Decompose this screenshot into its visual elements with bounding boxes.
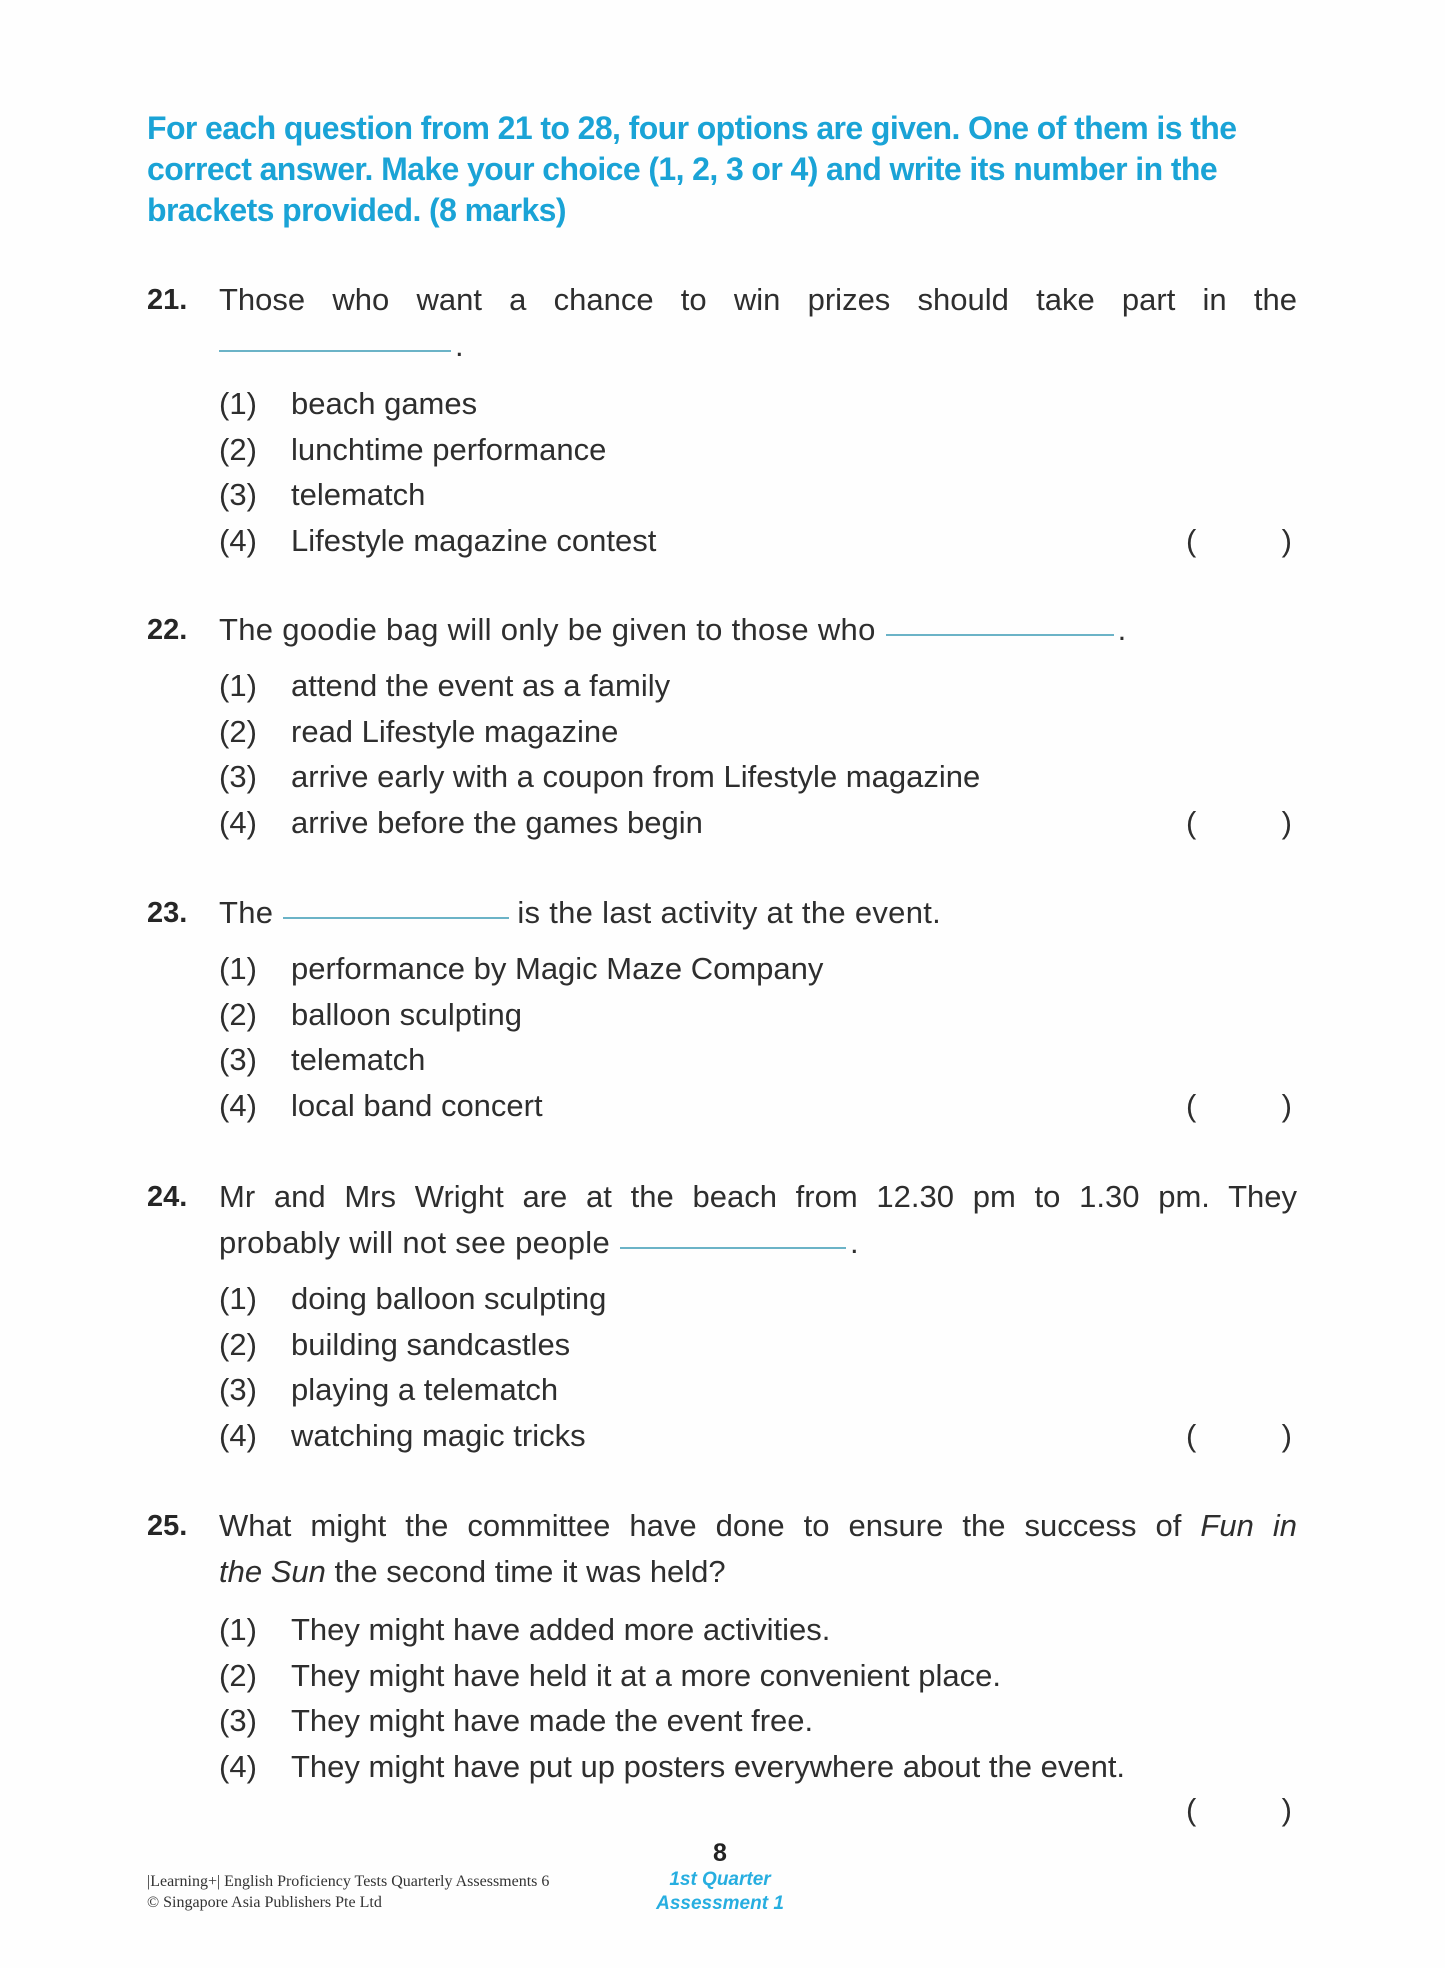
answer-slot[interactable] [1196,1413,1281,1459]
option-text: telematch [291,477,426,512]
stem-line-2 [219,1549,1297,1595]
option-1 [219,381,1297,427]
option-number: (4) [219,804,257,840]
question-number: 25. [147,1510,188,1542]
answer-bracket[interactable] [1186,518,1292,564]
question-23 [147,890,1297,1128]
option-text: arrive early with a coupon from Lifestyle magazine [291,759,981,794]
question-24 [147,1174,1297,1458]
option-2 [219,1653,1297,1699]
bracket-close: ) [1281,522,1292,558]
stem-punctuation: . [1117,612,1127,647]
answer-slot[interactable] [1196,800,1281,846]
option-number: (2) [219,996,257,1032]
question-number: 24. [147,1181,188,1213]
question-stem [147,1503,1297,1595]
question-stem [147,1174,1297,1266]
option-number: (2) [219,713,257,749]
assessment-label: Assessment 1 [656,1893,784,1914]
option-text: They might have made the event free. [291,1703,814,1738]
answer-bracket[interactable] [1186,1083,1292,1129]
stem-line-2 [219,323,1297,369]
option-number: (4) [219,1748,257,1784]
question-stem [147,607,1297,653]
copyright: © Singapore Asia Publishers Pte Ltd [147,1894,382,1911]
option-number: (2) [219,1657,257,1693]
answer-blank [283,917,509,919]
option-number: (1) [219,1612,257,1647]
option-text: lunchtime performance [291,431,607,467]
option-text: read Lifestyle magazine [291,713,619,749]
answer-bracket[interactable] [1186,800,1292,846]
option-text: They might have added more activities. [291,1612,831,1647]
event-name-italic: the Sun [219,1554,326,1589]
answer-bracket[interactable] [1186,1787,1292,1833]
book-title: |Learning+| English Proficiency Tests Quarterly Assessments 6 [147,1873,550,1890]
option-4 [219,1413,1297,1459]
stem-text-after: is the last activity at the event. [517,895,942,930]
bracket-open: ( [1186,1087,1197,1123]
option-1 [219,946,1297,992]
bracket-open: ( [1186,1417,1197,1453]
option-text: attend the event as a family [291,668,671,703]
page-number: 8 [713,1839,727,1867]
answer-slot[interactable] [1196,518,1281,564]
option-number: (3) [219,1372,257,1407]
footer-publisher [147,1871,549,1913]
option-text: local band concert [291,1087,543,1123]
question-stem [147,890,1297,936]
answer-blank [886,634,1114,636]
question-number: 21. [147,284,188,316]
stem-text: The goodie bag will only be given to those who [219,612,876,647]
option-number: (3) [219,1042,257,1077]
option-text: They might have put up posters everywhere about the event. [291,1748,1126,1784]
option-4 [219,1083,1297,1129]
quarter-label: 1st Quarter [669,1869,771,1890]
stem-text: Those who want a chance to win prizes should take part in the [219,282,1297,317]
option-text: doing balloon sculpting [291,1281,607,1316]
option-1 [219,1607,1297,1653]
option-4 [219,800,1297,846]
option-2 [219,1322,1297,1368]
option-3 [219,1698,1297,1744]
bracket-close: ) [1281,1417,1292,1453]
question-22 [147,607,1297,845]
option-number: (1) [219,1281,257,1316]
stem-text-before: The [219,895,274,930]
stem-text-line-1: Mr and Mrs Wright are at the beach from 12.30 pm to 1.30 pm. They [219,1179,1297,1214]
option-1 [219,1276,1297,1322]
options-list [147,663,1297,845]
option-1 [219,663,1297,709]
option-number: (2) [219,431,257,467]
bracket-close: ) [1281,804,1292,840]
option-text: watching magic tricks [291,1417,586,1453]
stem-text-line-1 [219,1503,1297,1549]
options-list [147,1607,1297,1789]
option-text: balloon sculpting [291,996,522,1032]
question-stem [147,277,1297,369]
option-number: (1) [219,386,257,421]
stem-line-2 [219,1220,1297,1266]
option-number: (4) [219,1087,257,1123]
stem-text: the second time it was held? [334,1554,726,1589]
stem-punctuation: . [455,328,464,363]
option-number: (1) [219,951,257,986]
option-text: beach games [291,386,478,421]
stem-text: What might the committee have done to ensure the success of [219,1508,1182,1543]
option-number: (4) [219,1417,257,1453]
option-3 [219,754,1297,800]
option-number: (4) [219,522,257,558]
option-text: Lifestyle magazine contest [291,522,657,558]
option-4 [219,1744,1297,1790]
option-number: (3) [219,477,257,512]
options-list [147,1276,1297,1458]
option-2 [219,992,1297,1038]
bracket-open: ( [1186,1792,1197,1827]
answer-slot[interactable] [1196,1787,1281,1833]
options-list [147,381,1297,563]
option-text: They might have held it at a more convenient place. [291,1657,1001,1693]
stem-text-before: probably will not see people [219,1225,610,1260]
bracket-close: ) [1281,1792,1292,1827]
option-number: (1) [219,668,257,703]
option-text: playing a telematch [291,1372,559,1407]
answer-slot[interactable] [1196,1083,1281,1129]
option-text: building sandcastles [291,1326,571,1362]
option-text: performance by Magic Maze Company [291,951,824,986]
option-3 [219,1367,1297,1413]
question-number: 23. [147,897,188,929]
options-list [147,946,1297,1128]
bracket-open: ( [1186,804,1197,840]
option-text: telematch [291,1042,426,1077]
answer-blank [219,350,451,352]
option-number: (3) [219,1703,257,1738]
option-4 [219,518,1297,564]
question-21 [147,277,1297,563]
bracket-close: ) [1281,1087,1292,1123]
question-25 [147,1503,1297,1789]
option-2 [219,427,1297,473]
option-2 [219,709,1297,755]
section-instructions: For each question from 21 to 28, four options are given. One of them is the correct answer. Make your choice (1, 2, 3 or 4) and write its number in the brackets provided. (8 marks) [147,110,1237,228]
question-number: 22. [147,614,188,646]
option-text: arrive before the games begin [291,804,703,840]
footer-page-info [640,1838,800,1916]
option-3 [219,472,1297,518]
stem-punctuation: . [849,1225,859,1260]
bracket-open: ( [1186,522,1197,558]
option-3 [219,1037,1297,1083]
option-number: (2) [219,1326,257,1362]
event-name-italic: Fun in [1200,1508,1297,1543]
answer-blank [620,1247,846,1249]
answer-bracket[interactable] [1186,1413,1292,1459]
option-number: (3) [219,759,257,794]
